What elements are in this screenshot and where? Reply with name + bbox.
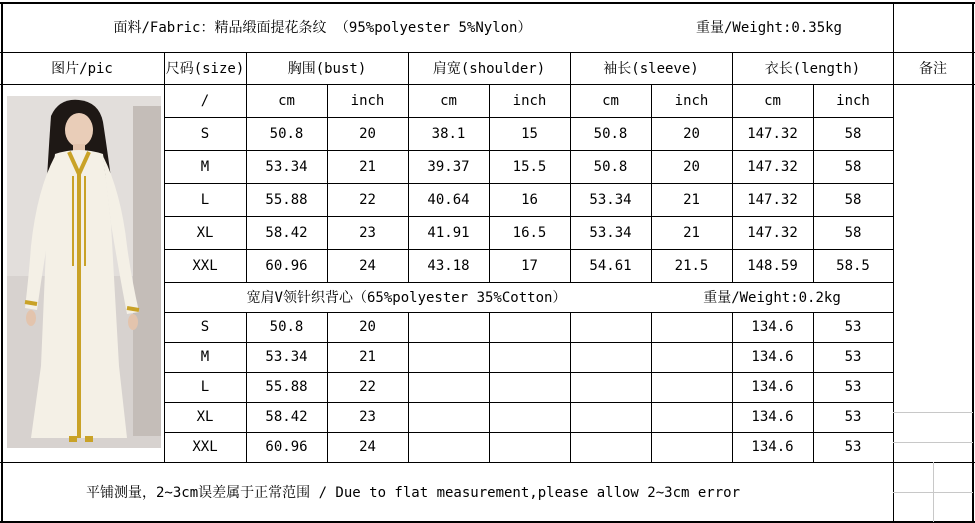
header-bust: 胸围(bust) <box>287 61 367 77</box>
dress-row-length-inch-cell: 58 <box>844 191 862 208</box>
vest-row-bust-inch-cell: 21 <box>359 349 376 365</box>
footer-note: 平铺测量，2~3cm误差属于正常范围 / Due to flat measurement,please allow 2~3cm error <box>86 485 741 501</box>
dress-row-size-cell: XXL <box>192 257 218 274</box>
vest-row-bust-cm-cell: 55.88 <box>265 379 308 395</box>
vest-row-length-cm-cell: 134.6 <box>751 319 794 335</box>
dress-row-shoulder-inch-cell: 16 <box>521 191 538 208</box>
unit-slash: / <box>200 92 210 109</box>
vest-row-shoulder-inch-cell <box>489 312 570 342</box>
dress-row-length-inch-cell: 58.5 <box>836 257 870 274</box>
dress-row-bust-cm-cell: 60.96 <box>265 257 308 274</box>
dress-row-size-cell: XL <box>196 224 214 241</box>
dress-row-length-inch-cell: 58 <box>844 125 862 142</box>
vest-row-bust-cm-cell: 50.8 <box>269 319 304 335</box>
vest-row-sleeve-inch-cell <box>651 432 732 462</box>
dress-row-shoulder-inch-cell: 15 <box>521 125 538 142</box>
dress-row-shoulder-inch-cell: 17 <box>521 257 538 274</box>
dress-row-shoulder-cm-cell: 41.91 <box>427 224 470 241</box>
vest-row-bust-cm-cell: 53.34 <box>265 349 308 365</box>
unit-bust-cm: cm <box>278 92 295 109</box>
dress-row-size-cell: S <box>200 125 210 142</box>
dress-row-bust-cm-cell: 53.34 <box>265 158 308 175</box>
vest-row-size-cell: XL <box>196 409 214 425</box>
vest-row-length-inch-cell: 53 <box>844 439 862 455</box>
vest-row-sleeve-cm-cell <box>570 402 651 432</box>
dress-row-sleeve-cm-cell: 50.8 <box>593 158 628 175</box>
dress-row-shoulder-cm-cell: 43.18 <box>427 257 470 274</box>
dress-row-size-cell: L <box>200 191 210 208</box>
dress-row-size-cell: M <box>200 158 210 175</box>
dress-row-sleeve-cm-cell: 54.61 <box>589 257 632 274</box>
vest-row-length-cm-cell: 134.6 <box>751 349 794 365</box>
dress-row-sleeve-cm-cell: 53.34 <box>589 191 632 208</box>
unit-length-cm: cm <box>764 92 781 109</box>
vest-row-sleeve-inch-cell <box>651 312 732 342</box>
dress-row-length-cm-cell: 147.32 <box>747 125 798 142</box>
unit-bust-inch: inch <box>350 92 385 109</box>
model-photo <box>7 96 161 448</box>
dress-row-shoulder-cm-cell: 39.37 <box>427 158 470 175</box>
vest-row-sleeve-cm-cell <box>570 312 651 342</box>
dress-row-length-cm-cell: 147.32 <box>747 224 798 241</box>
vest-row-size-cell: XXL <box>192 439 218 455</box>
vest-row-sleeve-cm-cell <box>570 372 651 402</box>
dress-row-bust-cm-cell: 50.8 <box>269 125 304 142</box>
vest-row-bust-cm-cell: 58.42 <box>265 409 308 425</box>
dress-row-length-inch-cell: 58 <box>844 158 862 175</box>
vest-row-shoulder-cm-cell <box>408 312 489 342</box>
unit-sleeve-cm: cm <box>602 92 619 109</box>
dress-row-length-cm-cell: 147.32 <box>747 158 798 175</box>
vest-row-length-cm-cell: 134.6 <box>751 409 794 425</box>
vest-row-length-inch-cell: 53 <box>844 319 862 335</box>
dress-row-bust-inch-cell: 23 <box>359 224 376 241</box>
dress-row-bust-inch-cell: 22 <box>359 191 376 208</box>
vest-row-sleeve-inch-cell <box>651 342 732 372</box>
dress-row-length-cm-cell: 148.59 <box>747 257 798 274</box>
header-remark: 备注 <box>919 61 947 77</box>
dress-row-sleeve-inch-cell: 20 <box>683 158 700 175</box>
vest-row-size-cell: L <box>200 379 210 395</box>
unit-shoulder-cm: cm <box>440 92 457 109</box>
vest-row-length-inch-cell: 53 <box>844 349 862 365</box>
dress-row-sleeve-inch-cell: 21 <box>683 191 700 208</box>
vest-row-length-cm-cell: 134.6 <box>751 379 794 395</box>
vest-row-length-inch-cell: 53 <box>844 379 862 395</box>
vest-row-shoulder-cm-cell <box>408 342 489 372</box>
vest-row-bust-inch-cell: 20 <box>359 319 376 335</box>
vest-row-bust-inch-cell: 22 <box>359 379 376 395</box>
dress-row-shoulder-cm-cell: 38.1 <box>431 125 466 142</box>
vest-row-bust-inch-cell: 24 <box>359 439 376 455</box>
header-pic: 图片/pic <box>51 61 113 77</box>
vest-row-sleeve-inch-cell <box>651 402 732 432</box>
unit-sleeve-inch: inch <box>674 92 709 109</box>
dress-row-sleeve-inch-cell: 21 <box>683 224 700 241</box>
weight-label-dress: 重量/Weight:0.35kg <box>695 20 842 36</box>
vest-row-shoulder-cm-cell <box>408 432 489 462</box>
header-shoulder: 肩宽(shoulder) <box>432 61 546 77</box>
vest-row-bust-cm-cell: 60.96 <box>265 439 308 455</box>
dress-row-bust-cm-cell: 55.88 <box>265 191 308 208</box>
dress-row-shoulder-cm-cell: 40.64 <box>427 191 470 208</box>
weight-label-vest: 重量/Weight:0.2kg <box>703 290 841 306</box>
vest-row-shoulder-inch-cell <box>489 432 570 462</box>
dress-row-sleeve-cm-cell: 50.8 <box>593 125 628 142</box>
vest-row-sleeve-inch-cell <box>651 372 732 402</box>
header-length: 衣长(length) <box>764 61 861 77</box>
vest-row-shoulder-cm-cell <box>408 402 489 432</box>
vest-row-shoulder-cm-cell <box>408 372 489 402</box>
vest-row-length-cm-cell: 134.6 <box>751 439 794 455</box>
dress-row-length-inch-cell: 58 <box>844 224 862 241</box>
dress-row-sleeve-inch-cell: 20 <box>683 125 700 142</box>
vest-row-sleeve-cm-cell <box>570 342 651 372</box>
unit-shoulder-inch: inch <box>512 92 547 109</box>
vest-row-shoulder-inch-cell <box>489 342 570 372</box>
vest-row-size-cell: S <box>200 319 210 335</box>
vest-row-length-inch-cell: 53 <box>844 409 862 425</box>
dress-row-bust-inch-cell: 21 <box>359 158 376 175</box>
vest-title: 宽肩V领针织背心（65%polyester 35%Cotton） <box>246 290 567 306</box>
vest-row-shoulder-inch-cell <box>489 402 570 432</box>
dress-row-bust-inch-cell: 20 <box>359 125 376 142</box>
header-sleeve: 袖长(sleeve) <box>603 61 699 77</box>
dress-row-sleeve-inch-cell: 21.5 <box>674 257 709 274</box>
vest-row-bust-inch-cell: 23 <box>359 409 376 425</box>
vest-row-sleeve-cm-cell <box>570 432 651 462</box>
dress-row-shoulder-inch-cell: 16.5 <box>512 224 547 241</box>
dress-row-bust-inch-cell: 24 <box>359 257 376 274</box>
dress-row-shoulder-inch-cell: 15.5 <box>512 158 547 175</box>
dress-row-length-cm-cell: 147.32 <box>747 191 798 208</box>
header-size: 尺码(size) <box>165 61 245 77</box>
fabric-title: 面料/Fabric：精品缎面提花条纹 （95%polyester 5%Nylon） <box>113 20 532 36</box>
dress-row-sleeve-cm-cell: 53.34 <box>589 224 632 241</box>
vest-row-size-cell: M <box>200 349 210 365</box>
vest-row-shoulder-inch-cell <box>489 372 570 402</box>
unit-length-inch: inch <box>836 92 870 109</box>
dress-row-bust-cm-cell: 58.42 <box>265 224 308 241</box>
